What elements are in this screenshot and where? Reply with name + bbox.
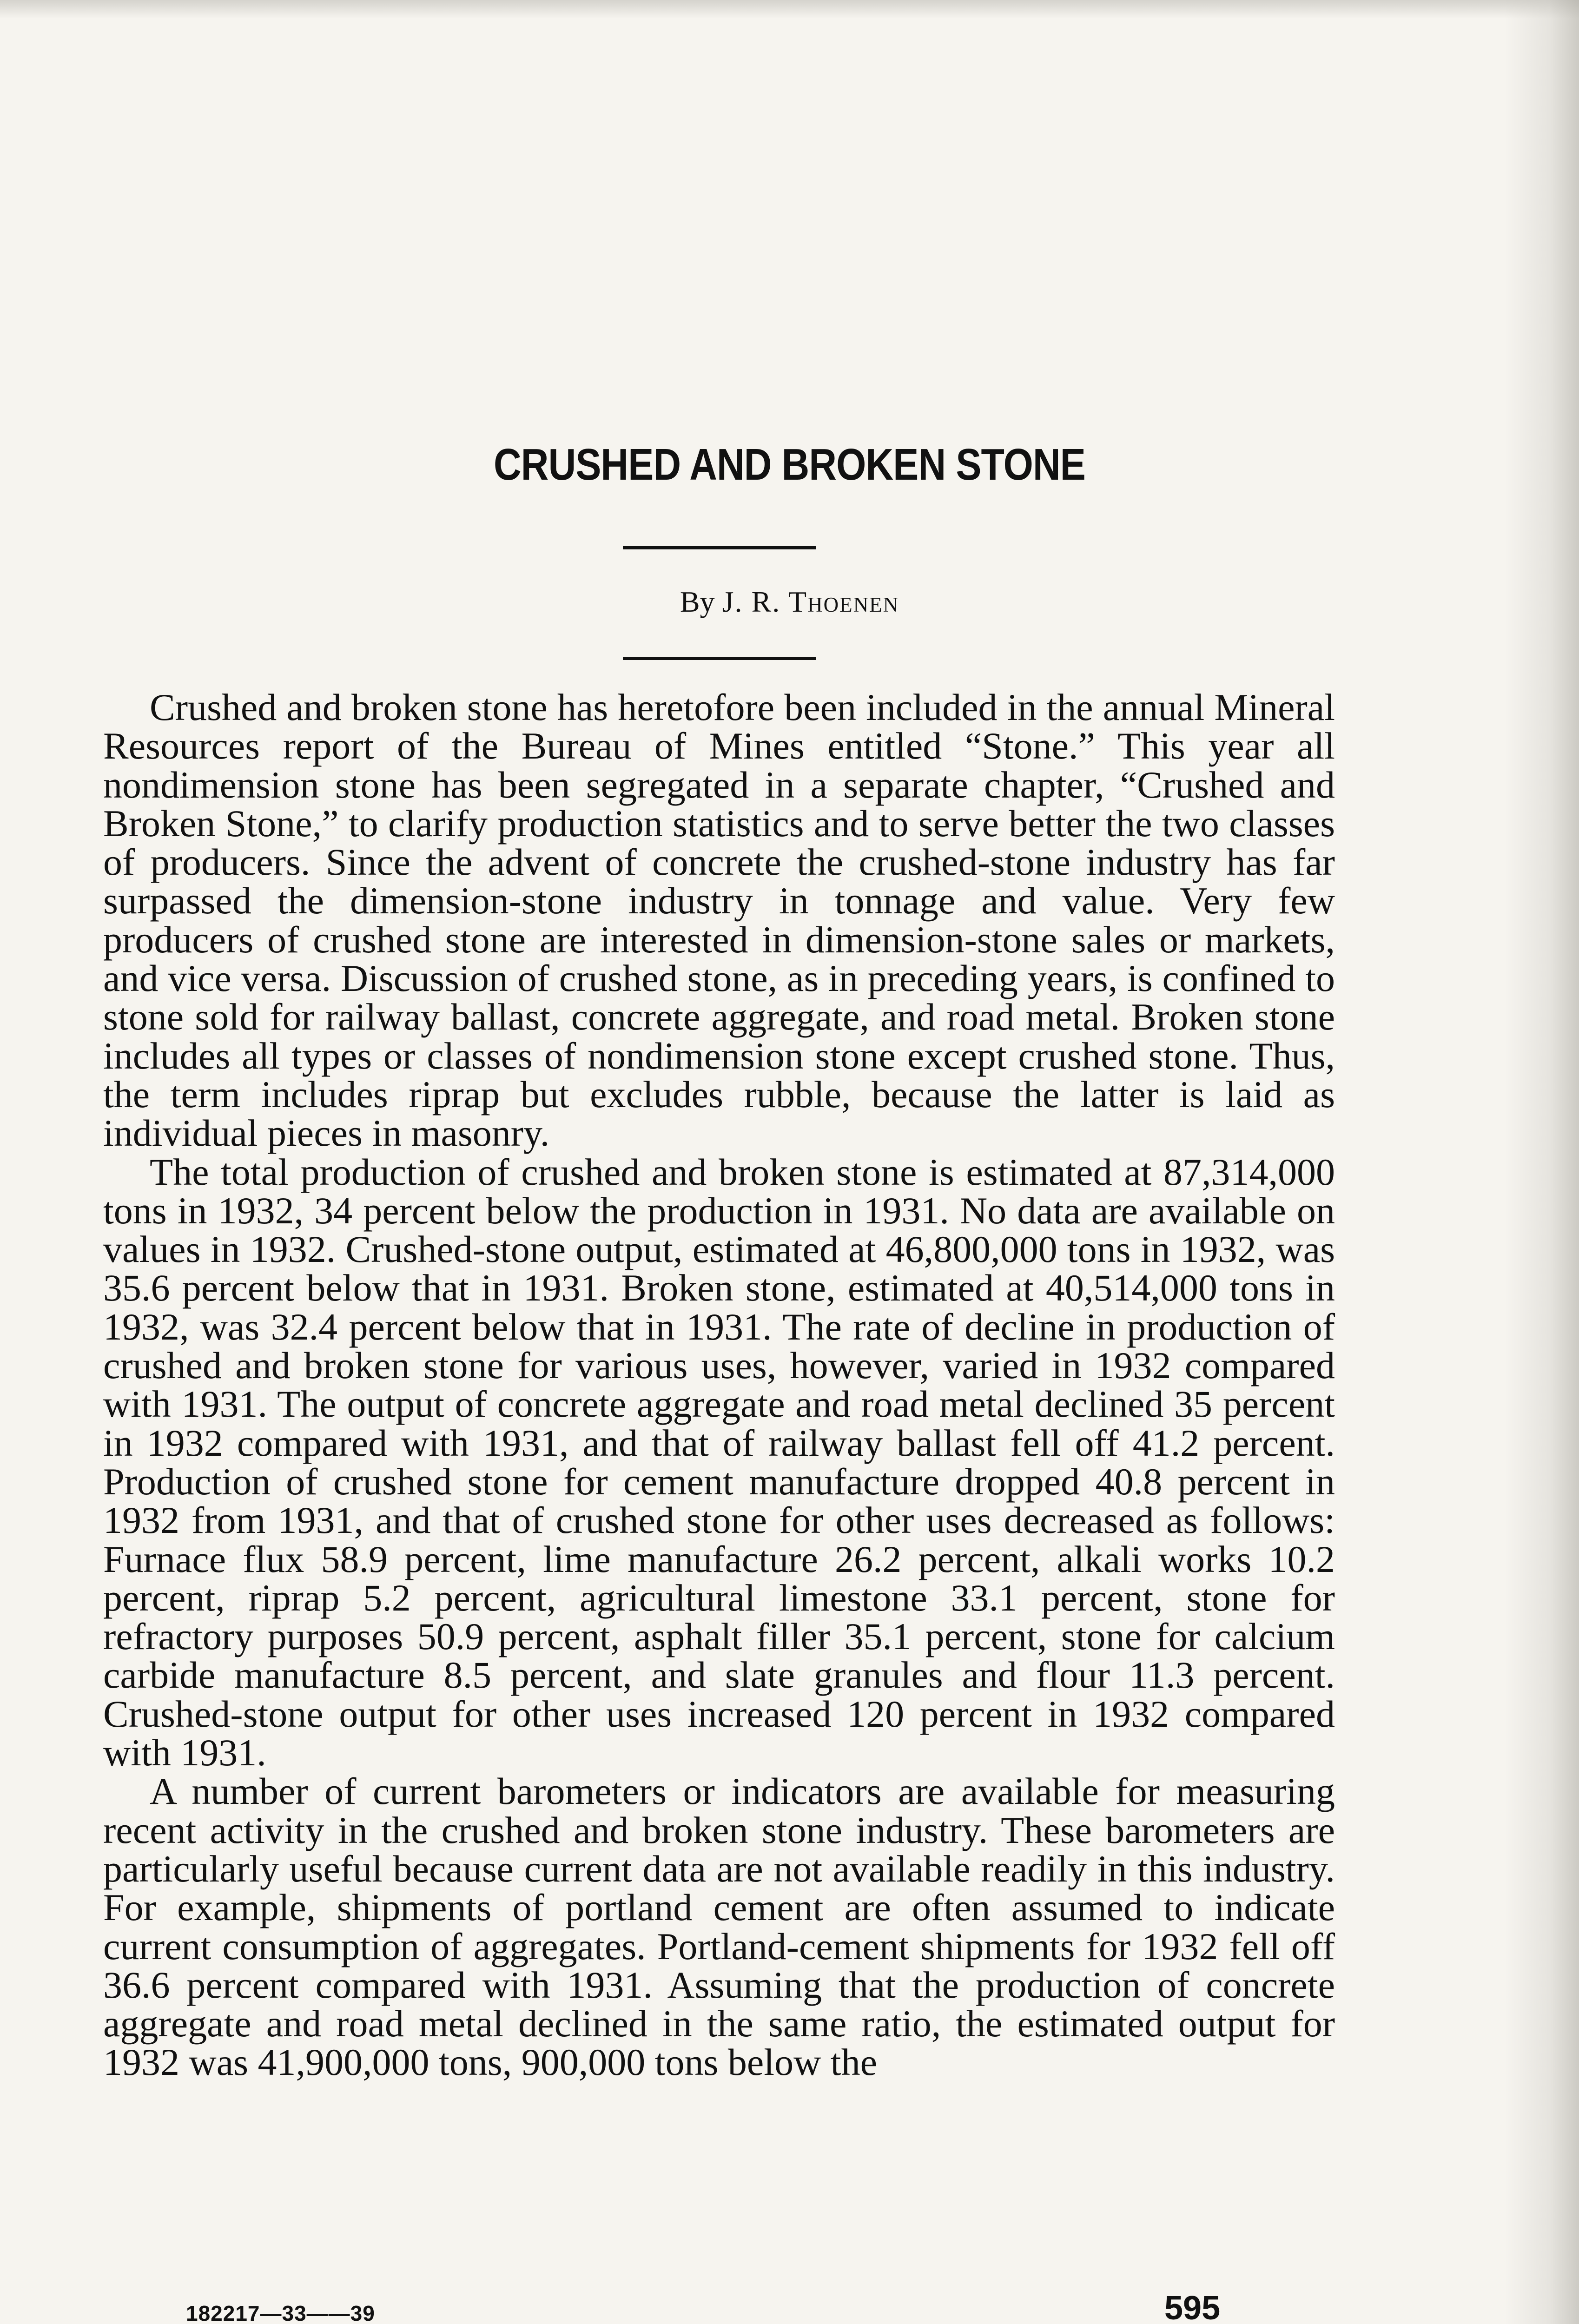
byline-prefix: By — [680, 585, 722, 618]
chapter-title: CRUSHED AND BROKEN STONE — [494, 440, 1085, 489]
scan-right-edge — [1505, 0, 1579, 2324]
paragraph-3: A number of current barometers or indicators are available for measuring recent activity in the crushed and broken stone industry. These barometers are particularly useful because current data are not available readily in this industry. For example, shipments of portland cement are often assumed to indicate current consumption of aggregates. Portland-cement shipments for 1932 fell off 36.6 percent compared with 1931. Assuming that the production of concrete aggregate and road metal declined in the same ratio, the estimated output for 1932 was 41,900,000 tons, 900,000 tons below the — [103, 1770, 1335, 2084]
paragraph-1: Crushed and broken stone has heretofore been included in the annual Mineral Resources report of the Bureau of Mines entitled “Stone.” This year all nondimension stone has been segregated in a separate chapter, “Crushed and Broken Stone,” to clarify production statistics and to serve better the two classes of producers. Since the advent of concrete the crushed-stone industry has far surpassed the dimension-stone industry in tonnage and value. Very few producers of crushed stone are interested in dimension-stone sales or markets, and vice versa. Discussion of crushed stone, as in preceding years, is confined to stone sold for railway ballast, concrete aggregate, and road metal. Broken stone includes all types or classes of nondimension stone except crushed stone. Thus, the term includes riprap but excludes rubble, because the latter is laid as individual pieces in masonry. — [103, 686, 1335, 1155]
byline-author: J. R. Thoenen — [722, 585, 899, 618]
scan-top-edge — [0, 0, 1579, 19]
page-number: 595 — [1164, 2290, 1221, 2324]
title-rule-bottom — [623, 657, 816, 660]
title-rule-top — [623, 546, 816, 549]
print-code: 182217—33——39 — [186, 2301, 375, 2324]
paragraph-2: The total production of crushed and broken stone is estimated at 87,314,000 tons in 1932, 34 percent below the production in 1931. No data are available on values in 1932. Crushed-stone output, estimated at 46,800,000 tons in 1932, was 35.6 percent below that in 1931. Broken stone, estimated at 40,514,000 tons in 1932, was 32.4 percent below that in 1931. The rate of decline in production of crushed and broken stone for various uses, however, varied in 1932 compared with 1931. The output of concrete aggregate and road metal declined 35 percent in 1932 compared with 1931, and that of railway ballast fell off 41.2 percent. Production of crushed stone for cement manufacture dropped 40.8 percent in 1932 from 1931, and that of crushed stone for other uses decreased as follows: Furnace flux 58.9 percent, lime manufacture 26.2 percent, alkali works 10.2 percent, riprap 5.2 percent, agricultural limestone 33.1 percent, stone for refractory purposes 50.9 percent, asphalt filler 35.1 percent, stone for calcium carbide manufacture 8.5 percent, and slate granules and flour 11.3 percent. Crushed-stone output for other uses increased 120 percent in 1932 compared with 1931. — [103, 1150, 1335, 1774]
byline — [0, 585, 1579, 619]
body-text — [103, 688, 1335, 2082]
